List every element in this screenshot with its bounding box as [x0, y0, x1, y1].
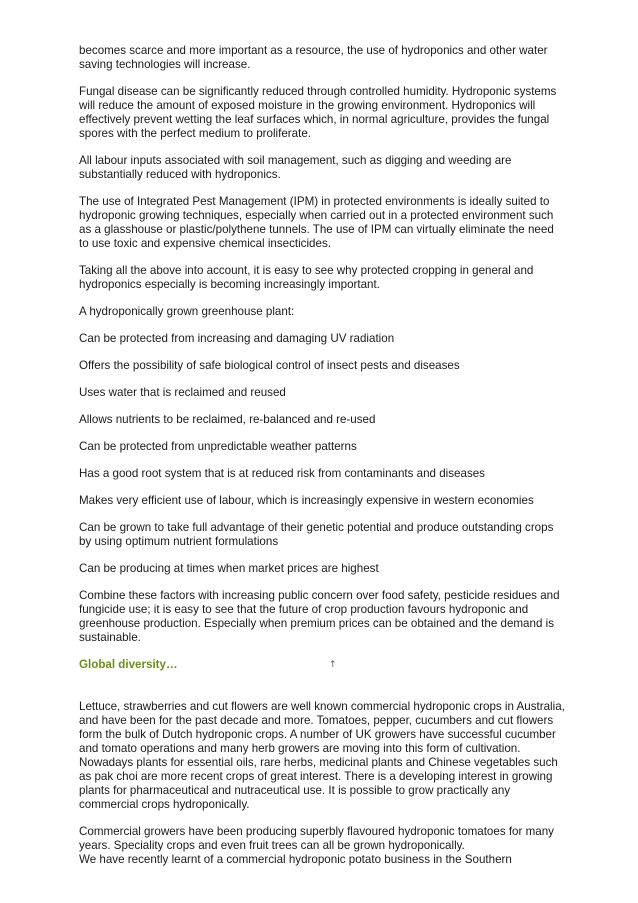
paragraph-tomatoes: Commercial growers have been producing superbly flavoured hydroponic tomatoes for many years. Speciality crops and even fruit trees can all be grown hydroponically.	[79, 825, 554, 852]
benefit-weather-protection: Can be protected from unpredictable weather patterns	[79, 440, 357, 453]
benefit-market-timing: Can be producing at times when market prices are highest	[79, 562, 379, 575]
benefit-uv-protection: Can be protected from increasing and damaging UV radiation	[79, 332, 395, 345]
paragraph-labour-inputs: All labour inputs associated with soil management, such as digging and weeding are substantially reduced with hydroponics.	[79, 154, 512, 181]
paragraph-fungal-disease: Fungal disease can be significantly reduced through controlled humidity. Hydroponic systems will reduce the amount of exposed moisture in the growing environment. Hydroponics will effectively prevent wetting the leaf surfaces which, in normal agriculture, provides the fungal spores with the perfect medium to proliferate.	[79, 85, 557, 140]
benefit-reclaimed-nutrients: Allows nutrients to be reclaimed, re-balanced and re-used	[79, 413, 376, 426]
benefit-genetic-potential: Can be grown to take full advantage of their genetic potential and produce outstanding crops by using optimum nutrient formulations	[79, 521, 554, 548]
benefit-biological-control: Offers the possibility of safe biological control of insect pests and diseases	[79, 359, 460, 372]
section-heading-row	[79, 658, 565, 672]
paragraph-potato-business: We have recently learnt of a commercial hydroponic potato business in the Southern	[79, 853, 512, 866]
section-heading: Global diversity…	[79, 658, 178, 671]
paragraph-global-crops: Lettuce, strawberries and cut flowers are well known commercial hydroponic crops in Australia, and have been for the past decade and more. Tomatoes, pepper, cucumbers and cut flowers form the bulk of Dutch hydroponic crops. A number of UK growers have successful cucumber and tomato operations and many herb growers are moving into this form of cultivation. Nowadays plants for essential oils, rare herbs, medicinal plants and Chinese vegetables such as pak choi are more recent crops of great interest. There is a developing interest in growing plants for pharmaceutical and nutraceutical use. It is possible to grow practically any commercial crops hydroponically.	[79, 700, 565, 811]
benefit-root-system: Has a good root system that is at reduced risk from contaminants and diseases	[79, 467, 485, 480]
document-page	[79, 44, 565, 880]
paragraph-water-saving: becomes scarce and more important as a resource, the use of hydroponics and other water saving technologies will increase.	[79, 44, 548, 71]
paragraph-protected-cropping: Taking all the above into account, it is easy to see why protected cropping in general and hydroponics especially is becoming increasingly important.	[79, 264, 534, 291]
benefit-labour-efficiency: Makes very efficient use of labour, which is increasingly expensive in western economies	[79, 494, 534, 507]
paragraph-ipm: The use of Integrated Pest Management (IPM) in protected environments is ideally suited to hydroponic growing techniques, especially when carried out in a protected environment such as a glasshouse or plastic/polythene tunnels. The use of IPM can virtually eliminate the need to use toxic and expensive chemical insecticides.	[79, 195, 554, 250]
back-to-top-icon[interactable]: ↑	[329, 660, 337, 670]
benefit-reclaimed-water: Uses water that is reclaimed and reused	[79, 386, 286, 399]
paragraph-conclusion: Combine these factors with increasing public concern over food safety, pesticide residues and fungicide use; it is easy to see that the future of crop production favours hydroponic and greenhouse production. Especially when premium prices can be obtained and the demand is sustainable.	[79, 589, 560, 644]
paragraph-plant-intro: A hydroponically grown greenhouse plant:	[79, 305, 295, 318]
